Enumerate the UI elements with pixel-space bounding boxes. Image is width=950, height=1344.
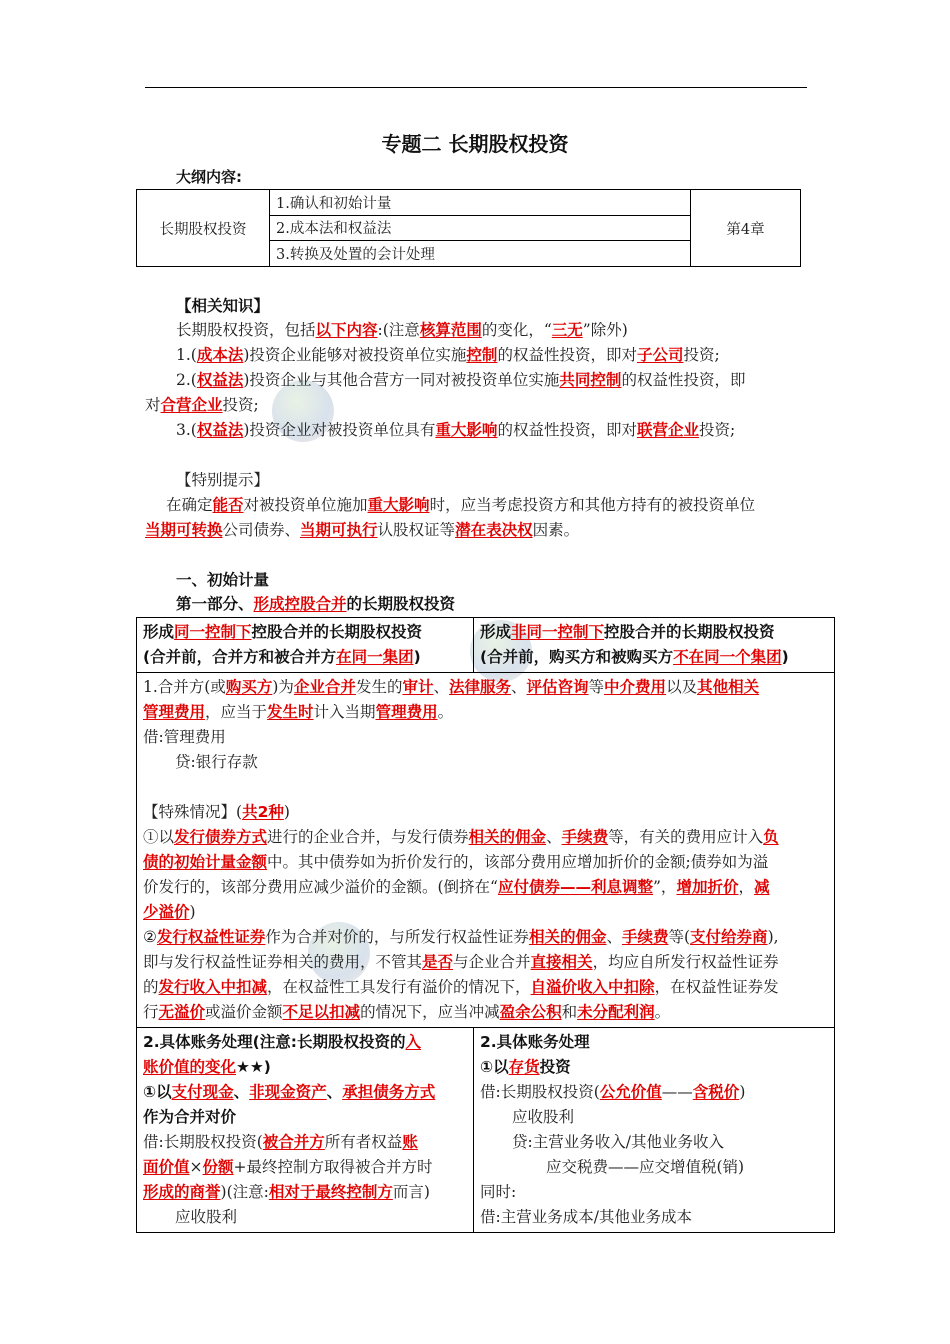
outline-table [136,189,801,267]
outline-chapter: 第4章 [691,190,801,267]
related-line: 3.(权益法)投资企业对被投资单位具有重大影响的权益性投资，即对联营企业投资; [176,421,736,439]
related-line: 1.(成本法)投资企业能够对被投资单位实施控制的权益性投资，即对子公司投资; [176,346,720,364]
common-expenses-cell: 1.合并方(或购买方)为企业合并发生的审计、法律服务、评估咨询等中介费用以及其他相关 管理费用，应当于发生时计入当期管理费用。 借:管理费用 贷:银行存款 【特殊情况】(共2种) ①以发行债券方式进行的企业合并，与发行债券相关的佣金、手续费等，有关的费用应计入负 债的初始计量金额中。其中债券如为折价发行的，该部分费用应增加折价的金额;债券如为溢 价发行的，该部分费用应减少溢价的金额。(倒挤在“应付债券——利息调整”，增加折价，减 少溢价) ②发行权益性证券作为合并对价的，与所发行权益性证券相关的佣金、手续费等(支付给券商), 即与发行权益性证券相关的费用，不管其是否与企业合并直接相关，均应自所发行权益性证券 的发行收入中扣减，在权益性工具发行有溢价的情况下，自溢价收入中扣除，在权益性证券发 行无溢价或溢价金额不足以扣减的情况下，应当冲减盈余公积和未分配利润。 [137,673,835,1028]
related-line: 对合营企业投资; [145,396,259,414]
special-heading: 【特别提示】 [176,471,270,489]
header-rule [145,87,807,88]
outline-item: 2.成本法和权益法 [270,215,691,241]
section-heading: 一、初始计量 [176,571,270,589]
related-line: 长期股权投资，包括以下内容:(注意核算范围的变化，“三无”除外) [176,321,628,339]
header-left: 形成同一控制下控股合并的长期股权投资 (合并前，合并方和被合并方在同一集团) [137,618,474,673]
header-right: 形成非同一控制下控股合并的长期股权投资 (合并前，购买方和被购买方不在同一个集团) [474,618,835,673]
related-heading: 【相关知识】 [176,297,270,315]
part-heading: 第一部分、形成控股合并的长期股权投资 [176,595,456,613]
special-line: 当期可转换公司债券、当期可执行认股权证等潜在表决权因素。 [145,521,580,539]
outline-subject: 长期股权投资 [137,190,270,267]
measurement-table [136,617,835,1233]
related-line: 2.(权益法)投资企业与其他合营方一同对被投资单位实施共同控制的权益性投资，即 [176,371,746,389]
page-title: 专题二 长期股权投资 [381,132,569,156]
outline-item: 3.转换及处置的会计处理 [270,241,691,267]
left-accounting-cell: 2.具体账务处理(注意:长期股权投资的入 账价值的变化★★) ①以支付现金、非现金资产、承担债务方式 作为合并对价 借:长期股权投资(被合并方所有者权益账 面价值×份额+最终控制方取得被合并方时 形成的商誉)(注意:相对于最终控制方而言) 应收股利 [137,1028,474,1233]
right-accounting-cell: 2.具体账务处理 ①以存货投资 借:长期股权投资(公允价值——含税价) 应收股利 贷:主营业务收入/其他业务收入 应交税费——应交增值税(销) 同时: 借:主营业务成本/其他业务成本 [474,1028,835,1233]
special-line: 在确定能否对被投资单位施加重大影响时，应当考虑投资方和其他方持有的被投资单位 [166,496,756,514]
outline-item: 1.确认和初始计量 [270,190,691,216]
outline-label: 大纲内容: [176,168,242,186]
